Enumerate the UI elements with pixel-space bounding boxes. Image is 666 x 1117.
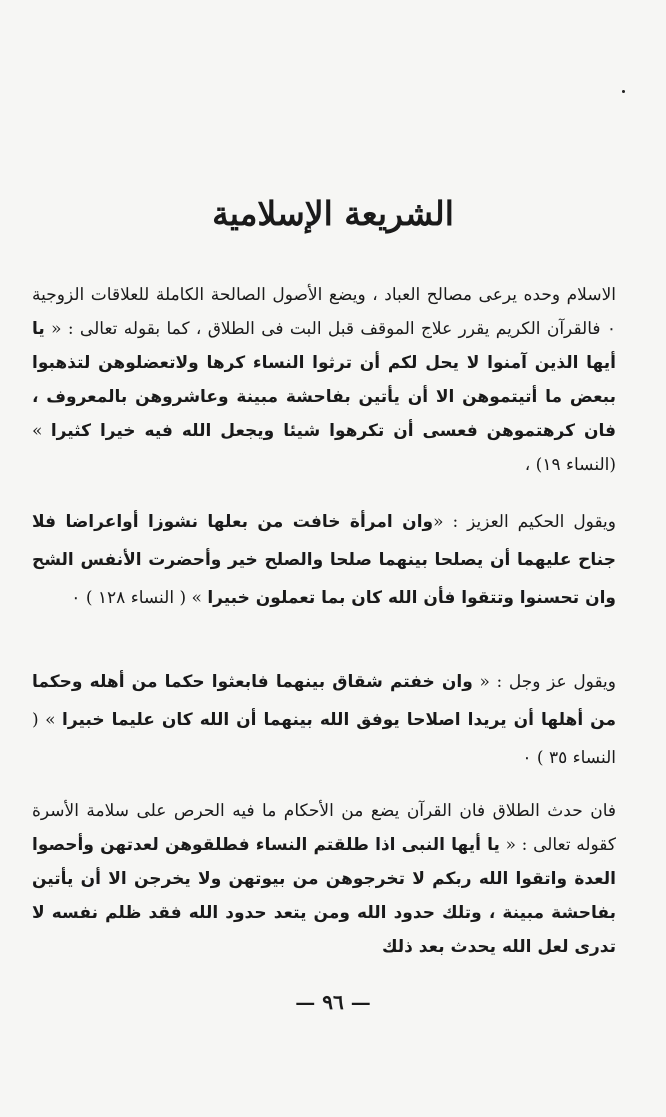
paragraph-1-text: الاسلام وحده يرعى مصالح العباد ، ويضع الأصول الصالحة الكاملة للعلاقات الزوجية ٠ فالقرآن الكريم يقرر علاج الموقف قبل البت فى الطلاق ، كما بقوله تعالى : «	[32, 285, 616, 339]
page-number: — ٩٦ —	[295, 990, 371, 1014]
paragraph-2-citation: » ( النساء ١٢٨ ) ٠	[71, 588, 208, 608]
paragraph-1-quote: يا أيها الذين آمنوا لا يحل لكم أن ترثوا النساء كرها ولاتعضلوهن لتذهبوا ببعض ما أتيتموهن الا أن يأتين بفاحشة مبينة وعاشروهن بالمعروف ، فان كرهتموهن فعسى أن تكرهوا شيئا ويجعل الله فيه خيرا كثيرا	[32, 319, 616, 441]
paragraph-3-text: ويقول عز وجل : «	[472, 672, 616, 692]
page-title: الشريعة الإسلامية	[212, 194, 454, 233]
paragraph-1	[32, 278, 616, 482]
paragraph-4-text: فان حدث الطلاق فان القرآن يضع من الأحكام ما فيه الحرص على سلامة الأسرة كقوله تعالى : «	[32, 801, 616, 855]
paragraph-3-citation: » ( النساء ٣٥ ) ٠	[32, 710, 616, 768]
paragraph-4	[32, 794, 616, 964]
paragraph-2-quote: وان امرأة خافت من بعلها نشوزا أواعراضا فلا جناح عليهما أن يصلحا بينهما صلحا والصلح خير وأحضرت الأنفس الشح وان تحسنوا وتتقوا فأن الله كان بما تعملون خبيرا	[32, 512, 616, 608]
paragraph-2	[32, 503, 616, 617]
paragraph-3	[32, 663, 616, 777]
paragraph-3-quote: وان خفتم شقاق بينهما فابعثوا حكما من أهله وحكما من أهلها أن يريدا اصلاحا يوفق الله بينهما أن الله كان عليما خبيرا	[32, 672, 616, 730]
paragraph-2-text: ويقول الحكيم العزيز : «	[433, 512, 616, 532]
ink-speck	[622, 90, 625, 93]
paragraph-4-quote: يا أيها النبى اذا طلقتم النساء فطلقوهن لعدتهن وأحصوا العدة واتقوا الله ربكم لا تخرجوهن من بيوتهن ولا يخرجن الا أن يأتين بفاحشة مبينة ، وتلك حدود الله ومن يتعد حدود الله فقد ظلم نفسه لا تدرى لعل الله يحدث بعد ذلك	[32, 835, 616, 957]
paragraph-1-citation: » (النساء ١٩) ،	[32, 421, 616, 475]
